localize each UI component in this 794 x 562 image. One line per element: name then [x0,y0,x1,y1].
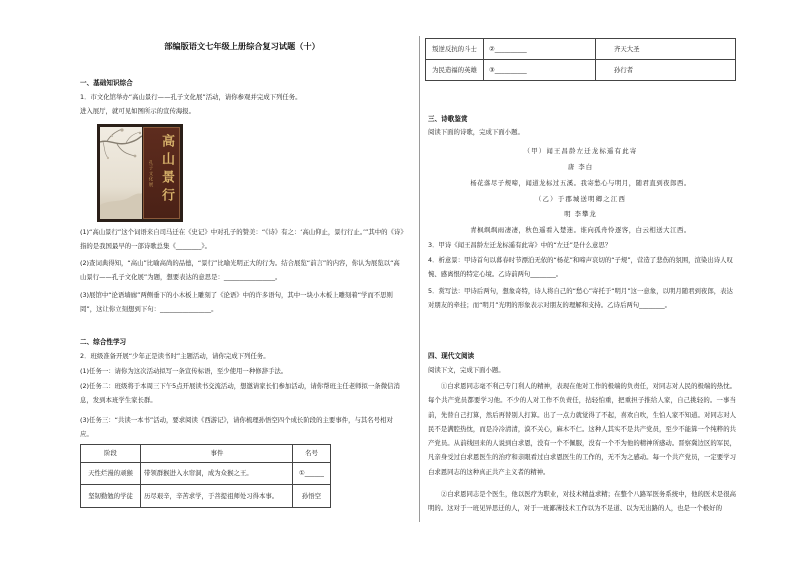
passage-paragraph-2: ②白求恩同志是个医生，他以医疗为职业，对技术精益求精；在整个八路军医务系统中，他的医术是很高明的。这对于一班见异思迁的人，对于一班鄙薄技术工作以为不足道、以为无出路的人，也是一个极好的 [428,490,736,513]
left-column [80,38,404,518]
question-4: 4．析意景：甲诗首句以暮春时节漂泊无依的“杨花”和啼声哀切的“子规”，营造了悲伤的氛围，渲染出诗人叹惋、感离恨的特定心境。乙诗前两句________。 [428,256,733,278]
table-cell-event: 历尽艰辛，辛苦求学，于菩提祖师处习得本事。 [141,485,293,508]
section-heading-basic: 一、基础知识综合 [80,79,133,87]
poem-a-author: 唐 李白 [567,163,594,171]
poster-title-banner [143,127,180,219]
poster-illustration-panel [100,127,142,219]
right-column [425,38,736,522]
table-row [81,485,331,508]
question-1-part-2: (2)查词典得知，“高山”比喻高尚的品德，“景行”比喻光明正大的行为。结合展览“前言”的内容，你认为展览以“高山景行——孔子文化展”为题，想要表达的意思是：________________。 [80,259,400,281]
question-1-part-1: (1)“高山景行”这个词语来自司马迁在《史记》中对孔子的赞美：“《诗》有之：‘高山仰止，景行行止。’”其中的《诗》指的是我国最早的一部诗歌总集《________》。 [80,228,404,250]
question-1-lead: 进入展厅，就可见如图所示的宣传海报。 [80,107,196,115]
poster-subtitle: 孔子文化展 [148,160,153,188]
question-1-part-3: (3)展馆中“论语墙廊”两侧垂下的小木板上雕刻了《论语》中的许多语句，其中一块小木板上雕刻着“学而不思则罔”，这让你立刻想到下句：________________。 [80,291,393,313]
poetry-instruction: 阅读下面的诗歌，完成下面小题。 [428,128,524,136]
poster-image [97,124,183,222]
table-row [426,60,736,81]
table-row [426,39,736,60]
question-3: 3．甲诗《闻王昌龄左迁龙标遥有此寄》中的“左迁”是什么意思？ [428,241,612,249]
poem-b-title: （乙）于郡城送明卿之江西 [534,195,627,203]
table-header-name: 名号 [293,445,331,463]
monkey-king-stages-table-continued [425,38,736,81]
table-row [81,463,331,485]
table-header-event: 事件 [141,445,293,463]
poem-a-title: （甲）闻王昌龄左迁龙标遥有此寄 [523,147,638,155]
monkey-king-stages-table [80,444,331,508]
table-cell-stage: 为民造福的英雄 [426,60,484,81]
table-cell-stage: 叛逆反抗的斗士 [426,39,484,60]
section-heading-poetry: 三、诗歌鉴赏 [428,115,468,123]
table-cell-stage: 天性烂漫的顽猴 [81,463,141,485]
table-header-row [81,445,331,463]
table-cell-stage: 坚韧勤勉的学徒 [81,485,141,508]
poster-tree-illustration [100,127,142,219]
page-title: 部编版语文七年级上册综合复习试题（十） [164,41,320,51]
table-cell-event: 带领群猴进入水帘洞，成为众猴之王。 [141,463,293,485]
table-cell-name-blank: ①______ [293,463,331,485]
section-heading-comprehensive: 二、综合性学习 [80,338,127,346]
poem-b-author: 明 李攀龙 [564,210,597,218]
modern-reading-instruction: 阅读下文，完成下面小题。 [428,366,505,374]
question-1-intro: 1．市文化馆举办“高山景行——孔子文化展”活动，请你参观并完成下列任务。 [80,93,302,101]
poem-a-text: 杨花落尽子规啼，闻道龙标过五溪。我寄愁心与明月，随君直到夜郎西。 [470,179,691,187]
table-cell-name: 齐天大圣 [596,39,736,60]
passage-paragraph-1: ①白求恩同志毫不利己专门利人的精神，表现在他对工作的极端的负责任，对同志对人民的极端的热忱。每个共产党员都要学习他。不少的人对工作不负责任，拈轻怕重，把重担子推给人家，自己挑轻的。一事当前，先替自己打算，然后再替别人打算。出了一点力就觉得了不起，喜欢自吹，生怕人家不知道。对同志对人民不是满腔热忱，而是冷冷清清，漠不关心，麻木不仁。这种人其实不是共产党员，至少不能算一个纯粹的共产党员。从前线回来的人说到白求恩，没有一个不佩服，没有一个不为他的精神所感动。晋察冀边区的军民，凡亲身受过白求恩医生的治疗和亲眼看过白求恩医生的工作的，无不为之感动。每一个共产党员，一定要学习白求恩同志的这种真正共产主义者的精神。 [428,382,736,476]
section-heading-modern-reading: 四、现代文阅读 [428,352,475,360]
question-2-task-1: (1)任务一：请你为这次活动拟写一条宣传标语，至少使用一种修辞手法。 [80,367,288,375]
table-cell-name: 孙悟空 [293,485,331,508]
poster-main-title: 高山景行 [159,134,174,206]
question-2-task-2: (2)任务二：班级将于本周三下午5点开展读书交流活动，想邀请家长们参加活动，请你帮班主任老师拟一条微信消息，发到本班学生家长群。 [80,382,400,404]
table-header-stage: 阶段 [81,445,141,463]
question-5: 5．赏写法：甲诗后两句，想象奇特，诗人将自己的“愁心”寄托于“明月”这一意象，以明月随君到夜郎，表达对朋友的牵挂；而“明月”光明的形象表示对朋友的理解和支持。乙诗后两句________。 [428,287,733,309]
table-cell-name: 孙行者 [596,60,736,81]
table-cell-event-blank: ②__________ [484,39,596,60]
question-2-intro: 2．班级准备开展“少年正是读书时”主题活动，请你完成下列任务。 [80,352,270,360]
table-cell-event-blank: ③__________ [484,60,596,81]
question-2-task-3: (3)任务三：“共读一本书”活动，要求阅读《西游记》，请你梳理孙悟空四个成长阶段的主要事件，与其名号相对应。 [80,416,393,438]
column-divider [419,36,420,522]
poem-b-text: 青枫飒飒雨凄凄，秋色遥看入楚迷。谁向孤舟怜逐客，白云相送大江西。 [470,226,691,234]
